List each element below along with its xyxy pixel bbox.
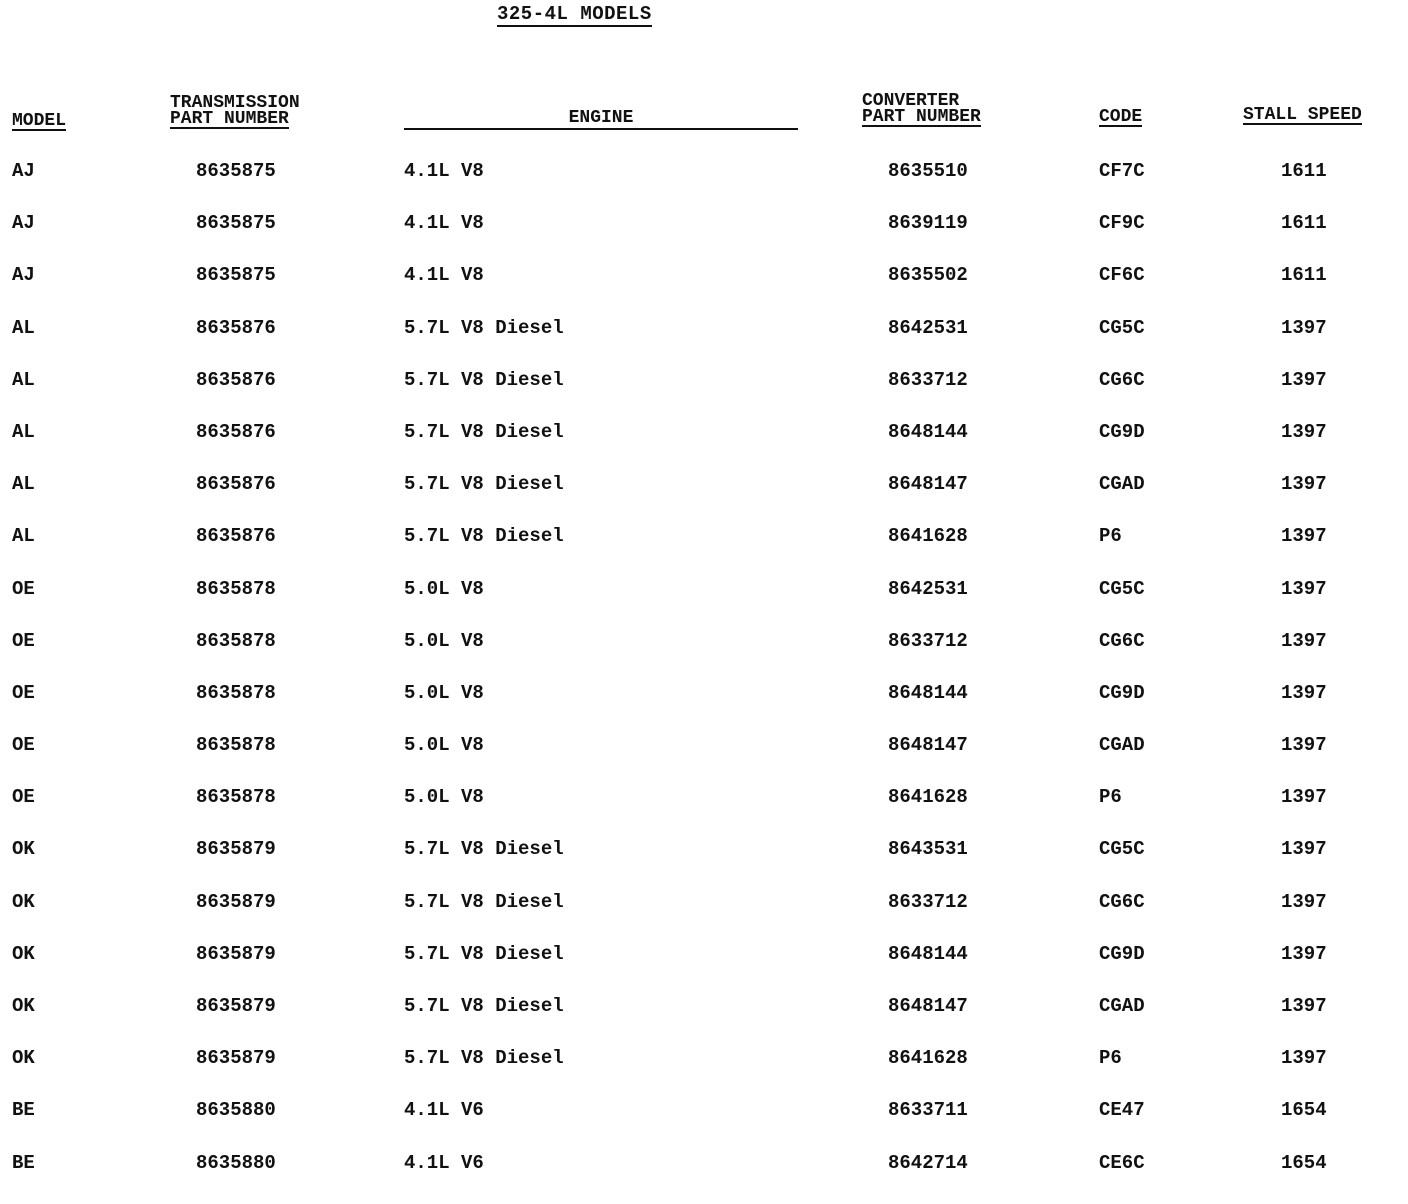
table-row <box>0 838 1408 890</box>
table-row <box>0 943 1408 995</box>
model-cell: AL <box>12 525 35 548</box>
engine-cell: 4.1L V8 <box>404 212 484 235</box>
code-cell: CF7C <box>1099 160 1145 182</box>
model-cell: AJ <box>12 264 35 287</box>
model-cell: OK <box>12 942 35 965</box>
transmission-part-number-cell: 8635879 <box>196 890 276 913</box>
converter-part-number-cell: 8633711 <box>888 1099 968 1122</box>
stall-speed-cell: 1397 <box>1281 890 1327 913</box>
transmission-part-number-cell: 8635878 <box>196 734 276 757</box>
document-title: 325-4L MODELS <box>497 3 652 25</box>
header-stall-speed-label: STALL SPEED <box>1243 105 1362 125</box>
code-cell: CG9D <box>1099 942 1145 965</box>
header-converter-line2: PART NUMBER <box>862 107 981 127</box>
code-cell: CG6C <box>1099 629 1145 652</box>
code-cell: CF9C <box>1099 212 1145 235</box>
header-engine: ENGINE <box>404 110 798 130</box>
stall-speed-cell: 1397 <box>1281 420 1327 443</box>
converter-part-number-cell: 8648147 <box>888 734 968 757</box>
header-model-label: MODEL <box>12 111 67 131</box>
converter-part-number-cell: 8641628 <box>888 786 968 809</box>
engine-cell: 5.0L V8 <box>404 681 484 704</box>
stall-speed-cell: 1654 <box>1281 1099 1327 1122</box>
header-model <box>12 113 66 131</box>
model-cell: OK <box>12 890 35 913</box>
engine-cell: 5.7L V8 Diesel <box>404 890 564 913</box>
transmission-part-number-cell: 8635876 <box>196 473 276 496</box>
model-cell: AL <box>12 316 35 339</box>
code-cell: CG5C <box>1099 577 1145 600</box>
stall-speed-cell: 1397 <box>1281 368 1327 391</box>
converter-part-number-cell: 8648147 <box>888 995 968 1017</box>
model-cell: OE <box>12 629 35 652</box>
converter-part-number-cell: 8635502 <box>888 264 968 287</box>
transmission-part-number-cell: 8635879 <box>196 1047 276 1070</box>
transmission-part-number-cell: 8635876 <box>196 316 276 339</box>
converter-part-number-cell: 8648144 <box>888 681 968 704</box>
engine-cell: 5.7L V8 Diesel <box>404 838 564 861</box>
model-cell: BE <box>12 1151 35 1174</box>
table-row <box>0 734 1408 786</box>
engine-cell: 5.0L V8 <box>404 629 484 652</box>
table-row <box>0 317 1408 369</box>
table-row <box>0 212 1408 264</box>
transmission-part-number-cell: 8635876 <box>196 368 276 391</box>
stall-speed-cell: 1397 <box>1281 473 1327 496</box>
code-cell: CG9D <box>1099 681 1145 704</box>
model-cell: AJ <box>12 160 35 182</box>
stall-speed-cell: 1397 <box>1281 995 1327 1017</box>
header-converter-line1: CONVERTER <box>862 91 960 111</box>
transmission-part-number-cell: 8635879 <box>196 995 276 1017</box>
transmission-part-number-cell: 8635880 <box>196 1151 276 1174</box>
code-cell: CF6C <box>1099 264 1145 287</box>
code-cell: CG5C <box>1099 838 1145 861</box>
converter-part-number-cell: 8633712 <box>888 890 968 913</box>
header-transmission-line1: TRANSMISSION <box>170 93 300 113</box>
stall-speed-cell: 1397 <box>1281 786 1327 809</box>
table-row <box>0 682 1408 734</box>
table-row <box>0 578 1408 630</box>
converter-part-number-cell: 8635510 <box>888 160 968 182</box>
table-row <box>0 421 1408 473</box>
transmission-part-number-cell: 8635875 <box>196 212 276 235</box>
transmission-part-number-cell: 8635880 <box>196 1099 276 1122</box>
stall-speed-cell: 1397 <box>1281 838 1327 861</box>
engine-cell: 5.7L V8 Diesel <box>404 942 564 965</box>
engine-cell: 5.0L V8 <box>404 577 484 600</box>
converter-part-number-cell: 8648147 <box>888 473 968 496</box>
table-row <box>0 369 1408 421</box>
stall-speed-cell: 1654 <box>1281 1151 1327 1174</box>
converter-part-number-cell: 8641628 <box>888 525 968 548</box>
engine-cell: 5.0L V8 <box>404 786 484 809</box>
engine-cell: 4.1L V8 <box>404 160 484 182</box>
stall-speed-cell: 1397 <box>1281 316 1327 339</box>
engine-cell: 5.7L V8 Diesel <box>404 420 564 443</box>
header-converter-part-number <box>862 93 981 127</box>
stall-speed-cell: 1397 <box>1281 629 1327 652</box>
model-cell: OE <box>12 577 35 600</box>
model-cell: OK <box>12 838 35 861</box>
transmission-part-number-cell: 8635876 <box>196 525 276 548</box>
code-cell: CG6C <box>1099 368 1145 391</box>
model-cell: AL <box>12 420 35 443</box>
header-code <box>1099 109 1142 127</box>
stall-speed-cell: 1397 <box>1281 681 1327 704</box>
converter-part-number-cell: 8641628 <box>888 1047 968 1070</box>
stall-speed-cell: 1611 <box>1281 212 1327 235</box>
table-row <box>0 160 1408 212</box>
model-cell: OK <box>12 1047 35 1070</box>
code-cell: CGAD <box>1099 473 1145 496</box>
table-row <box>0 786 1408 838</box>
transmission-part-number-cell: 8635876 <box>196 420 276 443</box>
stall-speed-cell: 1397 <box>1281 734 1327 757</box>
header-code-label: CODE <box>1099 107 1143 127</box>
transmission-part-number-cell: 8635878 <box>196 786 276 809</box>
engine-cell: 4.1L V6 <box>404 1151 484 1174</box>
code-cell: P6 <box>1099 786 1122 809</box>
engine-cell: 5.7L V8 Diesel <box>404 525 564 548</box>
stall-speed-cell: 1611 <box>1281 160 1327 182</box>
code-cell: P6 <box>1099 1047 1122 1070</box>
stall-speed-cell: 1397 <box>1281 1047 1327 1070</box>
converter-part-number-cell: 8633712 <box>888 629 968 652</box>
converter-part-number-cell: 8642714 <box>888 1151 968 1174</box>
model-cell: BE <box>12 1099 35 1122</box>
stall-speed-cell: 1611 <box>1281 264 1327 287</box>
table-row <box>0 264 1408 316</box>
code-cell: CG6C <box>1099 890 1145 913</box>
transmission-part-number-cell: 8635875 <box>196 160 276 182</box>
model-cell: OE <box>12 786 35 809</box>
code-cell: CGAD <box>1099 734 1145 757</box>
models-table-body <box>0 160 1408 1204</box>
header-transmission-line2: PART NUMBER <box>170 109 289 129</box>
table-row <box>0 995 1408 1047</box>
stall-speed-cell: 1397 <box>1281 942 1327 965</box>
table-row <box>0 525 1408 577</box>
engine-cell: 5.7L V8 Diesel <box>404 995 564 1017</box>
model-cell: OK <box>12 995 35 1017</box>
converter-part-number-cell: 8642531 <box>888 577 968 600</box>
model-cell: OE <box>12 681 35 704</box>
transmission-part-number-cell: 8635878 <box>196 681 276 704</box>
engine-cell: 5.7L V8 Diesel <box>404 473 564 496</box>
model-cell: AL <box>12 368 35 391</box>
transmission-part-number-cell: 8635878 <box>196 577 276 600</box>
engine-cell: 5.7L V8 Diesel <box>404 1047 564 1070</box>
converter-part-number-cell: 8642531 <box>888 316 968 339</box>
table-row <box>0 1047 1408 1099</box>
stall-speed-cell: 1397 <box>1281 577 1327 600</box>
converter-part-number-cell: 8648144 <box>888 942 968 965</box>
transmission-part-number-cell: 8635879 <box>196 838 276 861</box>
table-row <box>0 891 1408 943</box>
table-row <box>0 630 1408 682</box>
code-cell: CGAD <box>1099 995 1145 1017</box>
header-stall-speed <box>1243 107 1362 125</box>
code-cell: P6 <box>1099 525 1122 548</box>
model-cell: AL <box>12 473 35 496</box>
engine-cell: 4.1L V6 <box>404 1099 484 1122</box>
engine-cell: 5.7L V8 Diesel <box>404 368 564 391</box>
converter-part-number-cell: 8633712 <box>888 368 968 391</box>
table-row <box>0 1099 1408 1151</box>
table-row <box>0 473 1408 525</box>
transmission-part-number-cell: 8635875 <box>196 264 276 287</box>
model-cell: AJ <box>12 212 35 235</box>
code-cell: CG9D <box>1099 420 1145 443</box>
code-cell: CE6C <box>1099 1151 1145 1174</box>
engine-cell: 5.7L V8 Diesel <box>404 316 564 339</box>
converter-part-number-cell: 8639119 <box>888 212 968 235</box>
model-cell: OE <box>12 734 35 757</box>
stall-speed-cell: 1397 <box>1281 525 1327 548</box>
code-cell: CE47 <box>1099 1099 1145 1122</box>
converter-part-number-cell: 8643531 <box>888 838 968 861</box>
transmission-part-number-cell: 8635879 <box>196 942 276 965</box>
converter-part-number-cell: 8648144 <box>888 420 968 443</box>
transmission-part-number-cell: 8635878 <box>196 629 276 652</box>
header-transmission-part-number <box>170 95 300 129</box>
table-row <box>0 1152 1408 1204</box>
code-cell: CG5C <box>1099 316 1145 339</box>
engine-cell: 5.0L V8 <box>404 734 484 757</box>
engine-cell: 4.1L V8 <box>404 264 484 287</box>
